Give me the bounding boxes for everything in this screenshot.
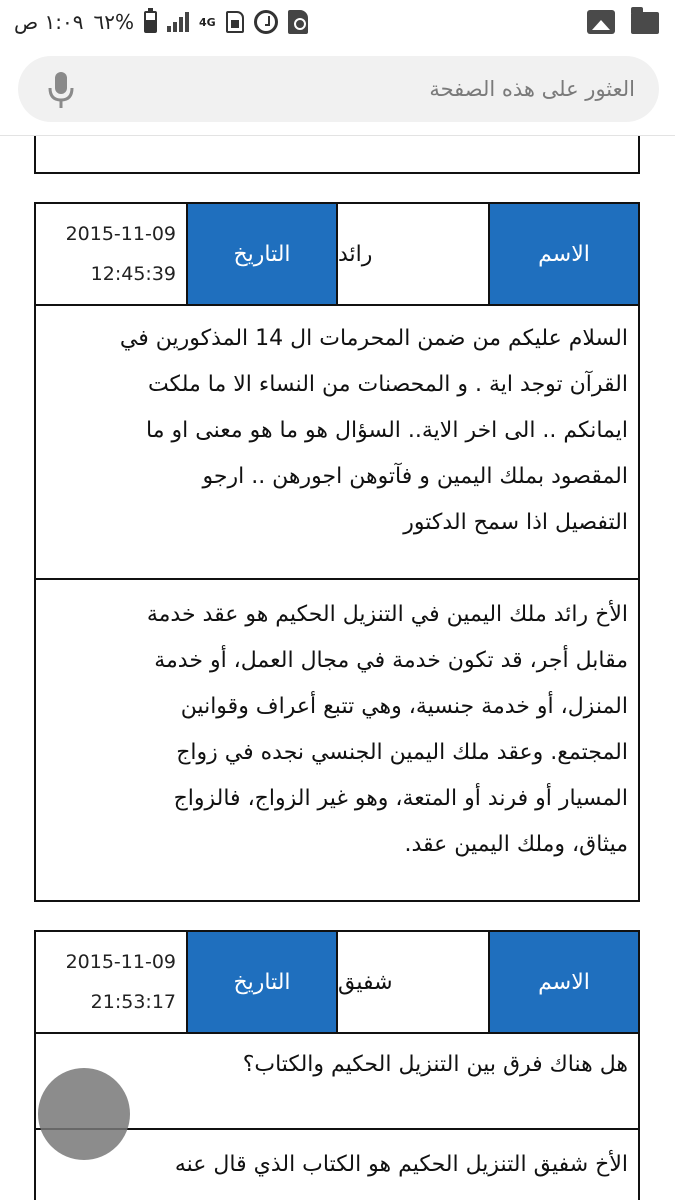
- answer-text: [36, 1130, 638, 1188]
- image-icon: [587, 10, 615, 34]
- post-header-row: [36, 932, 638, 1034]
- find-in-page-toolbar: [0, 44, 675, 136]
- folder-icon: [631, 12, 659, 34]
- question-line: التفصيل اذا سمح الدكتور: [403, 510, 628, 535]
- post-date: 2015-11-09: [65, 951, 176, 973]
- post-time: 21:53:17: [90, 991, 176, 1013]
- post-header-row: [36, 204, 638, 306]
- file-icon: [288, 10, 308, 34]
- question-line: ايمانكم .. الى اخر الاية.. السؤال هو ما هو معنى او ما: [146, 418, 628, 443]
- status-right: [587, 8, 659, 36]
- author-name: شفيق: [338, 932, 490, 1032]
- battery-percent: ٦٢%: [93, 10, 135, 34]
- floating-action-button[interactable]: [38, 1068, 130, 1160]
- status-bar: [0, 0, 675, 44]
- answer-line: ميثاق، وملك اليمين عقد.: [404, 832, 628, 857]
- question-line: هل هناك فرق بين التنزيل الحكيم والكتاب؟: [242, 1052, 628, 1077]
- battery-level: [146, 20, 155, 31]
- author-name: رائد: [338, 204, 490, 304]
- mic-icon[interactable]: [46, 70, 76, 110]
- question-line: المقصود بملك اليمين و فآتوهن اجورهن .. ارجو: [202, 464, 628, 489]
- post-date: 2015-11-09: [65, 223, 176, 245]
- answer-line: الأخ رائد ملك اليمين في التنزيل الحكيم هو عقد خدمة: [146, 602, 628, 627]
- answer-line: المجتمع. وعقد ملك اليمين الجنسي نجده في زواج: [176, 740, 628, 765]
- clock: ١:٠٩ ص: [14, 10, 84, 34]
- date-label: التاريخ: [188, 204, 338, 304]
- sim-icon: [226, 11, 244, 33]
- answer-text: [36, 580, 638, 868]
- post-card: [34, 930, 640, 1200]
- signal-icon: [167, 12, 189, 32]
- answer-line: مقابل أجر، قد تكون خدمة في مجال العمل، أو خدمة: [154, 648, 628, 673]
- battery-icon: [144, 11, 157, 33]
- question-text: [36, 306, 638, 580]
- name-label: الاسم: [490, 932, 638, 1032]
- post-date-cell: [36, 932, 188, 1032]
- status-left: [14, 8, 308, 36]
- find-in-page-input[interactable]: [115, 56, 635, 122]
- post-card: [34, 202, 640, 902]
- answer-line: المنزل، أو خدمة جنسية، وهي تتبع أعراف وقوانين: [180, 694, 628, 719]
- network-type: 4G: [199, 15, 216, 29]
- alarm-icon: [254, 10, 278, 34]
- question-line: القرآن توجد اية . و المحصنات من النساء الا ما ملكت: [147, 372, 628, 397]
- post-time: 12:45:39: [90, 263, 176, 285]
- page-content: [0, 136, 675, 1200]
- question-line: السلام عليكم من ضمن المحرمات ال 14 المذكورين في: [119, 326, 628, 351]
- answer-line: المسيار أو فرند أو المتعة، وهو غير الزواج، فالزواج: [173, 786, 628, 811]
- name-label: الاسم: [490, 204, 638, 304]
- post-date-cell: [36, 204, 188, 304]
- answer-line: الأخ شفيق التنزيل الحكيم هو الكتاب الذي قال عنه: [174, 1152, 628, 1177]
- previous-post-bottom: [34, 136, 640, 174]
- find-in-page-bar[interactable]: [18, 56, 659, 122]
- date-label: التاريخ: [188, 932, 338, 1032]
